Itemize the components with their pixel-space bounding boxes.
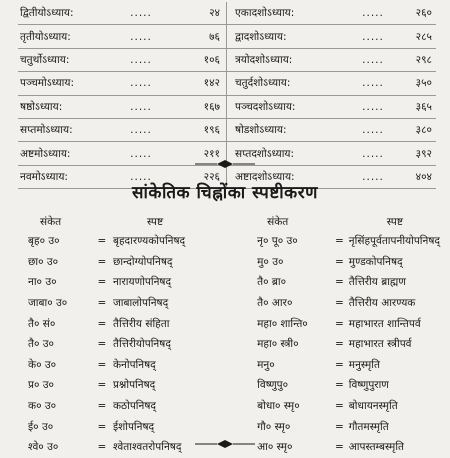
equals-sign: = (335, 338, 344, 351)
abbreviation-left: तै० उ० (28, 338, 54, 351)
equals-sign: = (97, 276, 107, 289)
chapter-name-left: द्वितीयोऽध्याय: (20, 7, 74, 20)
equals-sign: = (97, 338, 107, 351)
equals-sign: = (335, 420, 344, 433)
equals-sign: = (335, 276, 344, 289)
equals-sign: = (335, 441, 344, 454)
equals-sign: = (335, 317, 344, 330)
expansion-right: नृसिंहपूर्वतापनीयोपनिषद् (348, 235, 440, 248)
abbreviation-right: विष्णुपु० (257, 379, 289, 392)
leader-dots: ..... (362, 77, 384, 90)
header-full-left: स्पष्ट (146, 216, 164, 228)
expansion-right: मुण्डकोपनिषद् (348, 255, 403, 268)
abbreviation-row (22, 416, 440, 437)
abbreviation-row (22, 293, 440, 314)
equals-sign: = (335, 379, 344, 392)
expansion-left: नारायणोपनिषद् (112, 276, 172, 289)
abbreviation-right: तै० ब्रा० (257, 276, 287, 289)
expansion-left: केनोपनिषद् (112, 358, 156, 371)
leader-dots: ..... (362, 147, 384, 160)
equals-sign: = (335, 358, 344, 371)
abbreviation-left: बृह० उ० (28, 235, 60, 248)
page-number-right: ३९२ (415, 147, 432, 160)
section-heading: सांकेतिक चिह्नोंका स्पष्टीकरण (132, 183, 318, 203)
abbreviation-left: तै० सं० (28, 317, 56, 330)
abbreviation-right: महा० शान्ति० (257, 317, 308, 330)
abbreviation-row (22, 252, 440, 273)
leader-dots: ..... (130, 77, 152, 90)
header-abbr-left: संकेत (40, 216, 62, 228)
chapter-name-right: चतुर्दशोऽध्याय: (235, 77, 291, 90)
expansion-left: ईशोपनिषद् (112, 420, 155, 433)
expansion-left: जाबालोपनिषद् (112, 297, 169, 310)
expansion-right: तैत्तिरीय आरण्यक (348, 297, 416, 310)
abbreviation-right: तै० आर० (257, 297, 293, 310)
leader-dots: ..... (130, 30, 152, 43)
equals-sign: = (335, 235, 344, 248)
page-number-left: २२६ (162, 165, 227, 188)
equals-sign: = (335, 297, 344, 310)
leader-dots: ..... (130, 170, 152, 183)
page-number-right: २६० (415, 7, 432, 20)
chapter-name-left: तृतीयोऽध्याय: (20, 30, 71, 43)
abbreviation-row (22, 396, 440, 417)
page-number-right: ४०४ (415, 170, 432, 183)
equals-sign: = (97, 235, 107, 248)
expansion-left: तैत्तिरीयोपनिषद् (112, 338, 171, 351)
abbreviation-right: बोधा० स्मृ० (257, 400, 300, 413)
page-number-left: ७६ (162, 25, 227, 48)
abbreviation-left: जाबा० उ० (28, 297, 68, 310)
abbreviation-left: श्वे० उ० (28, 441, 59, 454)
chapter-name-left: नवमोऽध्याय: (20, 170, 68, 183)
expansion-right: महाभारत स्त्रीपर्व (348, 338, 412, 351)
chapter-name-right: पञ्चदशोऽध्याय: (235, 100, 296, 113)
expansion-right: बोधायनस्मृति (348, 400, 398, 413)
page-number-left: २११ (162, 142, 227, 165)
abbreviation-row (22, 313, 440, 334)
ornament-divider-top (195, 160, 255, 168)
expansion-left: बृहदारण्यकोपनिषद् (112, 235, 186, 248)
leader-dots: ..... (362, 53, 384, 66)
leader-dots: ..... (362, 30, 384, 43)
leader-dots: ..... (130, 100, 152, 113)
equals-sign: = (97, 358, 107, 371)
chapter-name-left: अष्टमोऽध्याय: (20, 147, 71, 160)
abbreviation-left: छा० उ० (28, 255, 59, 268)
expansion-left: श्वेताश्वतरोपनिषद् (112, 441, 182, 454)
leader-dots: ..... (362, 100, 384, 113)
equals-sign: = (97, 400, 107, 413)
page-number-right: ३६५ (415, 100, 432, 113)
equals-sign: = (335, 255, 344, 268)
abbreviation-right: मु० उ० (257, 255, 284, 268)
chapter-name-left: पञ्चमोऽध्याय: (20, 77, 75, 90)
expansion-left: कठोपनिषद् (112, 400, 156, 413)
chapter-name-right: एकादशोऽध्याय: (235, 7, 295, 20)
equals-sign: = (97, 420, 107, 433)
chapter-name-left: चतुर्थोऽध्याय: (20, 53, 70, 66)
abbreviation-right: महा० स्त्री० (257, 338, 299, 351)
page-number-left: १०६ (162, 48, 227, 71)
chapter-row (18, 2, 436, 25)
abbreviation-table (22, 213, 440, 458)
page-number-left: १४२ (162, 72, 227, 95)
abbreviation-row (22, 355, 440, 376)
chapter-name-right: षोडशोऽध्याय: (235, 124, 287, 137)
header-full-right: स्पष्ट (386, 216, 403, 228)
chapter-row (18, 48, 436, 71)
equals-sign: = (97, 379, 107, 392)
expansion-right: गौतमस्मृति (348, 420, 389, 433)
leader-dots: ..... (362, 124, 384, 137)
abbreviation-right: नृ० पू० उ० (257, 235, 298, 248)
leader-dots: ..... (130, 53, 152, 66)
equals-sign: = (97, 441, 107, 454)
abbreviation-right: आ० स्मृ० (257, 441, 293, 454)
chapter-name-right: अष्टादशोऽध्याय: (235, 170, 295, 183)
expansion-right: मनुस्मृति (348, 358, 380, 371)
expansion-right: महाभारत शान्तिपर्व (348, 317, 421, 330)
page-number-right: २९८ (415, 53, 432, 66)
abbreviation-left: के० उ० (28, 358, 57, 371)
leader-dots: ..... (362, 170, 384, 183)
expansion-right: आपस्तम्बस्मृति (348, 441, 405, 454)
leader-dots: ..... (130, 7, 152, 20)
page-number-left: २४ (162, 2, 227, 25)
expansion-left: तैत्तिरीय संहिता (112, 317, 170, 330)
expansion-left: प्रश्नोपनिषद् (112, 379, 156, 392)
equals-sign: = (97, 317, 107, 330)
chapter-name-left: सप्तमोऽध्याय: (20, 124, 73, 137)
chapter-row (18, 25, 436, 48)
abbreviation-row (22, 334, 440, 355)
chapter-name-right: त्रयोदशोऽध्याय: (235, 53, 293, 66)
chapter-name-right: द्वादशोऽध्याय: (235, 30, 287, 43)
header-abbr-right: संकेत (267, 216, 289, 228)
chapter-name-left: षष्ठोऽध्याय: (20, 100, 63, 113)
abbreviation-right: मनु० (257, 358, 275, 371)
chapter-row (18, 118, 436, 141)
page-number-right: ३८० (415, 124, 432, 137)
abbreviation-row (22, 231, 440, 252)
abbreviation-left: प्र० उ० (28, 379, 54, 392)
page-number-left: १९६ (162, 118, 227, 141)
expansion-left: छान्दोग्योपनिषद् (112, 255, 173, 268)
page-number-right: ३५० (415, 77, 432, 90)
chapter-row (18, 95, 436, 118)
abbreviation-header-row (22, 213, 440, 231)
abbreviation-row (22, 375, 440, 396)
abbreviation-right: गौ० स्मृ० (257, 420, 291, 433)
chapter-row (18, 72, 436, 95)
chapter-name-right: सप्तदशोऽध्याय: (235, 147, 295, 160)
equals-sign: = (97, 297, 107, 310)
page-number-left: १६७ (162, 95, 227, 118)
expansion-right: तैत्तिरीय ब्राह्मण (348, 276, 406, 289)
page-number-right: २८५ (415, 30, 432, 43)
leader-dots: ..... (130, 147, 152, 160)
abbreviation-left: ना० उ० (28, 276, 57, 289)
ornament-divider-bottom (195, 440, 255, 448)
expansion-right: विष्णुपुराण (348, 379, 389, 392)
abbreviation-left: क० उ० (28, 400, 57, 413)
leader-dots: ..... (130, 124, 152, 137)
abbreviation-left: ई० उ० (28, 420, 54, 433)
equals-sign: = (335, 400, 344, 413)
equals-sign: = (97, 255, 107, 268)
abbreviation-row (22, 272, 440, 293)
leader-dots: ..... (362, 7, 384, 20)
